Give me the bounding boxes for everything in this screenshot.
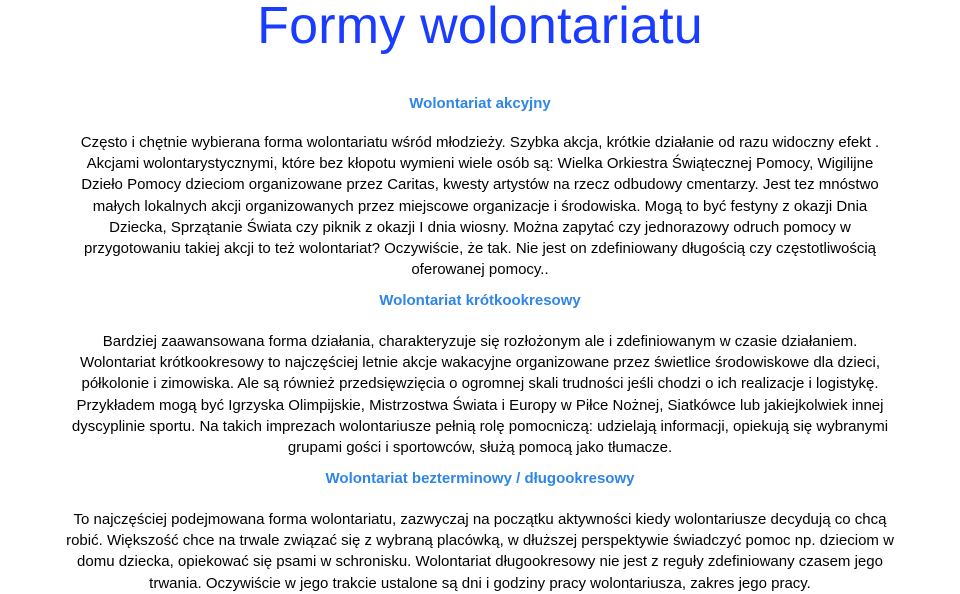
section-wolontariat-akcyjny xyxy=(0,94,960,280)
section-paragraph xyxy=(6,509,954,594)
paragraph-line: dyscyplinie sportu. Na takich imprezach wolontariusze pełnią rolę pomocniczą: udzielają informacji, opiekują się wybranymi xyxy=(71,417,889,435)
section-heading: Wolontariat akcyjny xyxy=(409,95,551,112)
paragraph-line: Wolontariat krótkookresowy to najczęściej letnie akcje wakacyjne organizowane przez świetlice środowiskowe dla dzieci, xyxy=(79,354,881,372)
paragraph-line: grupami gości i sportowców, służą pomocą jako tłumacze. xyxy=(287,439,673,457)
paragraph-line: trwania. Oczywiście w jego trakcie ustalone są dni i godziny pracy wolontariusza, zakres jego pracy. xyxy=(149,574,811,592)
section-paragraph xyxy=(6,331,954,458)
section-heading: Wolontariat bezterminowy / długookresowy xyxy=(325,470,635,487)
paragraph-line: Często i chętnie wybierana forma wolontariatu wśród młodzieży. Szybka akcja, krótkie działanie od razu widoczny efekt . xyxy=(80,134,880,151)
paragraph-line: Przykładem mogą być Igrzyska Olimpijskie, Mistrzostwa Świata i Europy w Piłce Nożnej, Siatkówce lub jakiejkolwiek innej xyxy=(76,396,884,414)
section-paragraph xyxy=(6,132,954,280)
paragraph-line: przygotowaniu takiej akcji to też wolontariat? Oczywiście, że tak. Nie jest on zdefiniowany długością czy częstotliwością xyxy=(83,240,877,258)
paragraph-line: Akcjami wolontarystycznymi, które bez kłopotu wymieni wiele osób są: Wielka Orkiestra Świątecznej Pomocy, Wigilijne xyxy=(86,155,874,173)
paragraph-line: małych lokalnych akcji organizowanych przez miejscowe organizacje i środowiska. Mogą to być festyny z okazji Dnia xyxy=(92,197,868,215)
paragraph-line: robić. Większość chce na trwale związać się z wybraną placówką, w dłuższej perspektywie świadczyć pomoc np. dzieciom w xyxy=(66,532,894,550)
paragraph-line: To najczęściej podejmowana forma wolontariatu, zazwyczaj na początku aktywności kiedy wolontariusze decydują co chcą xyxy=(73,511,887,528)
section-wolontariat-krotkookresowy xyxy=(0,291,960,458)
paragraph-line: Bardziej zaawansowana forma działania, charakteryzuje się rozłożonym ale i zdefiniowanym w czasie działaniem. xyxy=(102,333,858,350)
paragraph-line: oferowanej pomocy.. xyxy=(411,261,549,279)
section-heading: Wolontariat krótkookresowy xyxy=(379,292,581,309)
page-title: Formy wolontariatu xyxy=(257,0,703,55)
paragraph-line: Dzieło Pomocy dzieciom organizowane przez Caritas, kwesty artystów na rzecz odbudowy cmentarzy. Jest tez mnóstwo xyxy=(81,176,879,194)
paragraph-line: Dziecka, Sprzątanie Świata czy piknik z okazji I dnia wiosny. Można zapytać czy jednorazowy odruch pomocy w xyxy=(109,218,851,236)
paragraph-line: półkolonie i zimowiska. Ale są również przedsięwzięcia o ogromnej skali trudności jeśli chodzi o ich realizacje i logistykę. xyxy=(81,375,879,393)
section-wolontariat-bezterminowy xyxy=(0,469,960,594)
paragraph-line: domu dziecka, opiekować się psami w schronisku. Wolontariat długookresowy nie jest z reguły zdefiniowany czasem jego xyxy=(77,553,883,571)
